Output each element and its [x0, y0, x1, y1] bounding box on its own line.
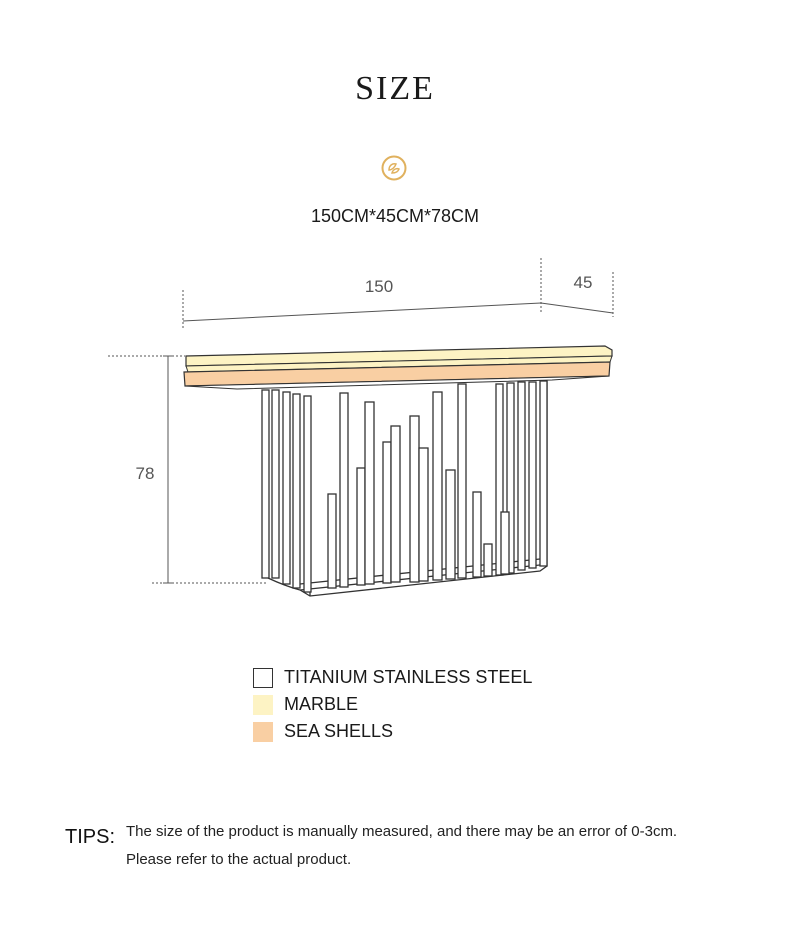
tips-text	[126, 818, 766, 874]
page-title: SIZE	[355, 70, 435, 107]
legend-item-marble	[253, 691, 532, 718]
table-dimension-drawing	[0, 250, 790, 610]
material-legend	[253, 664, 532, 745]
tips-label: TIPS:	[65, 826, 116, 848]
steel-base	[262, 381, 547, 596]
legend-item-steel	[253, 664, 532, 691]
width-label: 150	[364, 277, 394, 296]
depth-label: 45	[573, 273, 593, 292]
legend-label-marble: MARBLE	[284, 694, 359, 714]
sea-shells-swatch	[253, 722, 273, 742]
height-label: 78	[135, 464, 155, 483]
legend-label-steel: TITANIUM STAINLESS STEEL	[284, 667, 533, 687]
tips-line-1: The size of the product is manually measured, and there may be an error of 0-3cm.	[126, 823, 678, 840]
product-dimensions: 150CM*45CM*78CM	[310, 206, 480, 226]
legend-item-sea-shells	[253, 718, 532, 745]
steel-swatch	[253, 668, 273, 688]
legend-label-sea-shells: SEA SHELLS	[284, 721, 394, 741]
tips-line-2: Please refer to the actual product.	[126, 851, 352, 868]
leaf-badge-icon	[381, 155, 407, 181]
marble-swatch	[253, 695, 273, 715]
